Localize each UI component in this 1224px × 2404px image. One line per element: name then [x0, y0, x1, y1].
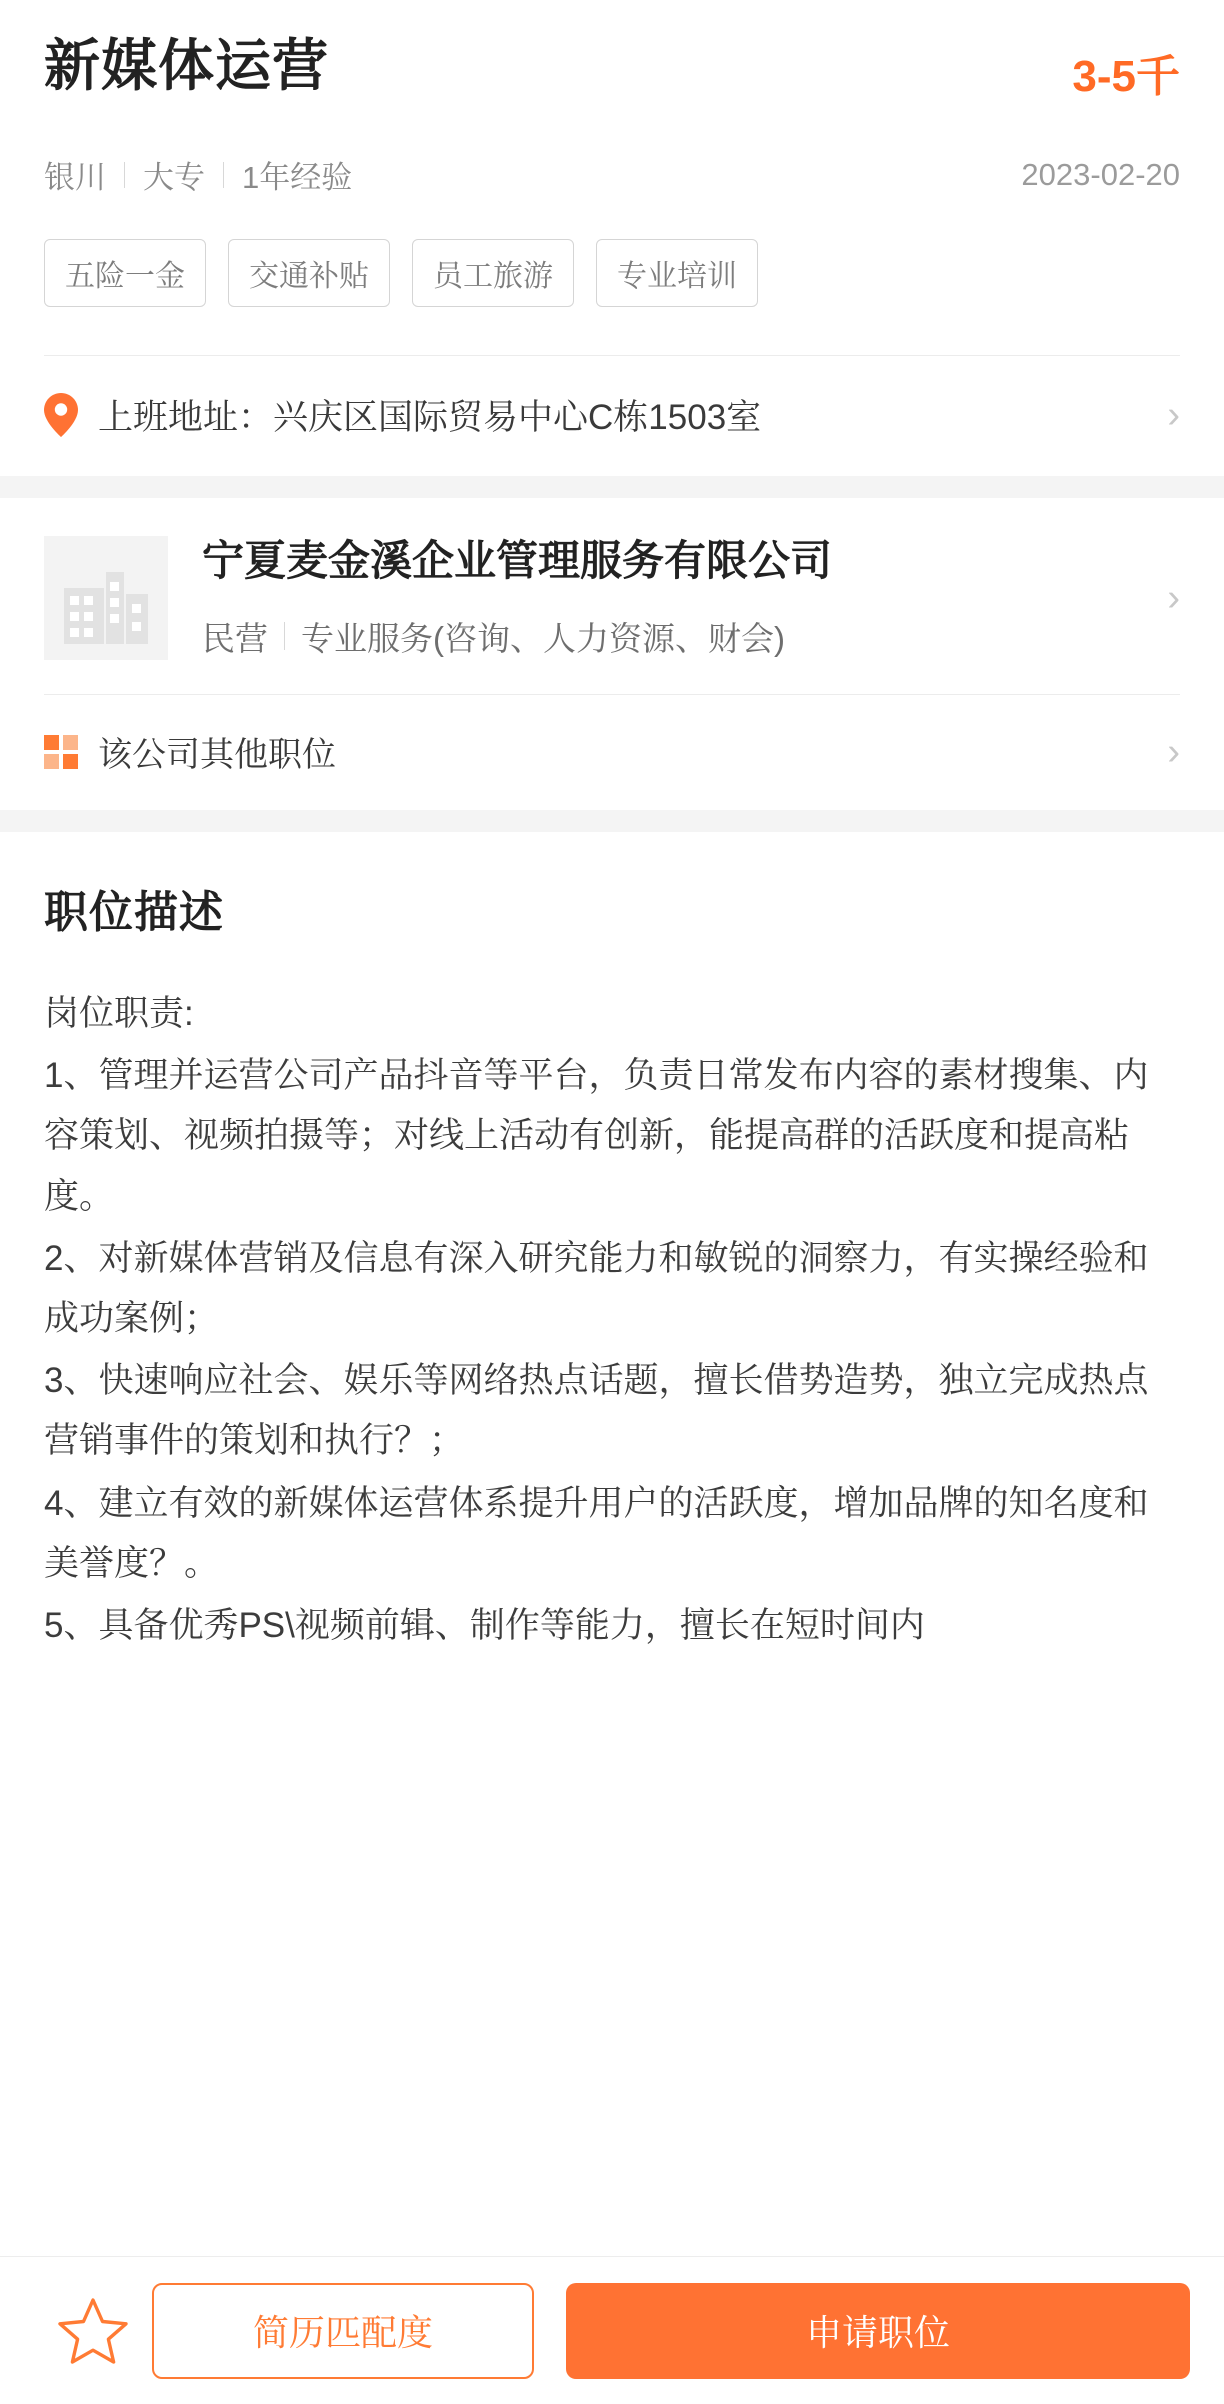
apply-button[interactable]: 申请职位: [566, 2283, 1190, 2379]
job-education: 大专: [143, 160, 205, 195]
grid-icon: [44, 735, 78, 769]
section-heading: 职位描述: [44, 888, 224, 937]
grid-cell: [63, 735, 78, 750]
benefit-tag: 交通补贴: [228, 239, 390, 307]
description-paragraph: 3、快速响应社会、娱乐等网络热点话题，擅长借势造势，独立完成热点营销事件的策划和执行？；: [44, 1361, 1149, 1461]
work-address-text: [98, 390, 1151, 440]
company-row[interactable]: [44, 498, 1180, 694]
job-city: 银川: [44, 160, 106, 195]
salary-text: 3-5千: [1072, 52, 1180, 101]
address-label: 上班地址：: [98, 398, 274, 437]
description-paragraph: 5、具备优秀PS\视频前辑、制作等能力，擅长在短时间内: [44, 1605, 925, 1645]
bottom-action-bar: [0, 2256, 1224, 2404]
benefit-tags: [44, 239, 1180, 307]
description-paragraph: 2、对新媒体营销及信息有深入研究能力和敏锐的洞察力，有实操经验和成功案例；: [44, 1238, 1149, 1338]
chevron-right-icon[interactable]: ›: [1167, 577, 1180, 619]
job-header: [0, 0, 1224, 356]
benefit-tag: 五险一金: [44, 239, 206, 307]
grid-cell: [63, 754, 78, 769]
page-title: 新媒体运营: [44, 34, 329, 97]
post-date: 2023-02-20: [1021, 156, 1180, 192]
grid-cell: [44, 735, 59, 750]
favorite-button[interactable]: [34, 2296, 152, 2366]
title-row: [44, 34, 1180, 104]
description-paragraph: 1、管理并运营公司产品抖音等平台，负责日常发布内容的素材搜集、内容策划、视频拍摄等；对线上活动有创新，能提高群的活跃度和提高粘度。: [44, 1056, 1149, 1216]
divider-icon: [284, 622, 285, 650]
benefit-tag: 员工旅游: [412, 239, 574, 307]
company-name: 宁夏麦金溪企业管理服务有限公司: [202, 537, 833, 585]
work-address-row[interactable]: [0, 356, 1224, 476]
section-gap: [0, 810, 1224, 832]
company-info: [202, 536, 1151, 659]
chevron-right-icon[interactable]: ›: [1167, 730, 1180, 773]
job-description-block: [0, 832, 1224, 1656]
description-paragraph: 4、建立有效的新媒体运营体系提升用户的活跃度，增加品牌的知名度和美誉度？。: [44, 1483, 1149, 1583]
address-value: 兴庆区国际贸易中心C栋1503室: [273, 398, 762, 437]
benefit-tag: 专业培训: [596, 239, 758, 307]
job-requirements: [44, 152, 352, 197]
grid-cell: [44, 754, 59, 769]
company-block: [0, 498, 1224, 810]
location-pin-icon: [44, 393, 78, 437]
meta-row: [44, 152, 1180, 197]
other-jobs-row[interactable]: [44, 695, 1180, 810]
star-outline-icon: [57, 2296, 129, 2366]
divider-icon: [223, 162, 224, 188]
job-experience: 1年经验: [242, 160, 353, 195]
company-logo: [44, 536, 168, 660]
chevron-right-icon[interactable]: ›: [1167, 394, 1180, 436]
divider-icon: [124, 162, 125, 188]
company-subtitle: [202, 613, 1151, 660]
company-industry: 专业服务(咨询、人力资源、财会): [301, 619, 785, 657]
other-jobs-label: 该公司其他职位: [98, 736, 336, 774]
section-gap: [0, 476, 1224, 498]
job-description-text: [44, 984, 1180, 1656]
resume-match-button[interactable]: 简历匹配度: [152, 2283, 534, 2379]
description-paragraph: 岗位职责:: [44, 994, 194, 1033]
company-nature: 民营: [202, 619, 268, 657]
